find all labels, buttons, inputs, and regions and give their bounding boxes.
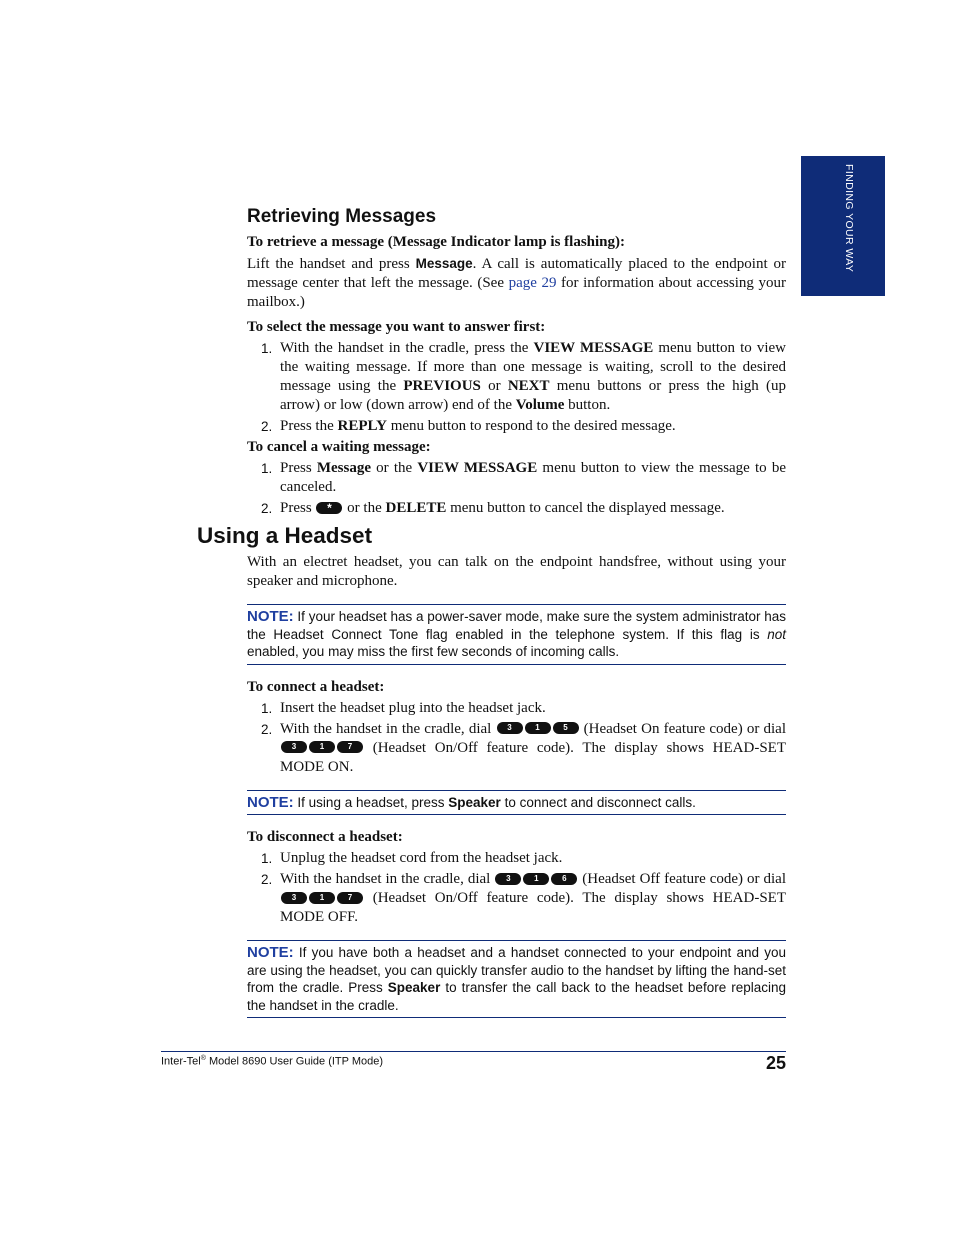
key-1-icon: 1 xyxy=(309,892,335,904)
select-steps xyxy=(247,339,786,436)
connect-lead: To connect a headset: xyxy=(247,678,385,695)
key-1-icon: 1 xyxy=(525,722,551,734)
page-number: 25 xyxy=(765,1053,786,1073)
using-headset-section xyxy=(247,553,786,1018)
key-1-icon: 1 xyxy=(309,741,335,753)
cancel-steps xyxy=(247,459,786,518)
connect-steps xyxy=(247,699,786,777)
select-lead: To select the message you want to answer first: xyxy=(247,319,546,335)
retrieving-messages-heading: Retrieving Messages xyxy=(247,206,437,227)
disconnect-steps xyxy=(247,849,786,927)
note-label: NOTE: xyxy=(247,608,294,625)
retrieve-lead: To retrieve a message (Message Indicator lamp is flashing): xyxy=(247,234,626,250)
cancel-step-1: 1. Press Message or the VIEW MESSAGE menu button to view the message to be canceled. xyxy=(261,460,786,495)
note-transfer-audio: NOTE: If you have both a headset and a handset connected to your endpoint and you are using the headset, you can quickly transfer audio to the handset by lifting the hand-set from the cradle. Press Speaker to transfer the call back to the headset before replacing the handset in the cradle. xyxy=(247,940,786,1018)
key-3-icon: 3 xyxy=(281,892,307,904)
key-7-icon: 7 xyxy=(337,741,363,753)
retrieve-paragraph: Lift the handset and press Message. A call is automatically placed to the endpoint or message center that left the message. (See page 29 for information about accessing your mailbox.) xyxy=(247,256,787,310)
footer-rule xyxy=(161,1051,786,1052)
key-6-icon: 6 xyxy=(551,873,577,885)
star-key-icon: * xyxy=(316,502,342,514)
connect-step-2: 2. With the handset in the cradle, dial 3 1 5 (Headset On feature code) or dial 3 1 7 (Headset On/Off feature code). The display shows HEAD-SET MODE ON. xyxy=(261,720,786,775)
disconnect-step-1: 1. Unplug the headset cord from the headset jack. xyxy=(261,850,563,866)
side-tab-label: FINDING YOUR WAY xyxy=(843,164,855,273)
side-tab xyxy=(801,156,885,296)
disconnect-step-2: 2. With the handset in the cradle, dial 3 1 6 (Headset Off feature code) or dial 3 1 7 (Headset On/Off feature code). The display shows HEAD-SET MODE OFF. xyxy=(261,871,786,925)
key-1-icon: 1 xyxy=(523,873,549,885)
key-3-icon: 3 xyxy=(497,722,523,734)
footer-title: Inter-Tel® Model 8690 User Guide (ITP Mode) xyxy=(161,1055,384,1068)
headset-intro: With an electret headset, you can talk on the endpoint handsfree, without using your speaker and microphone. xyxy=(247,554,786,589)
using-headset-heading: Using a Headset xyxy=(197,523,373,548)
key-5-icon: 5 xyxy=(553,722,579,734)
cancel-step-2: 2. Press * or the DELETE menu button to cancel the displayed message. xyxy=(261,500,725,516)
key-3-icon: 3 xyxy=(495,873,521,885)
select-step-1: 1. With the handset in the cradle, press the VIEW MESSAGE menu button to view the waiting message. If more than one message is waiting, scroll to the desired message using the PREVIOUS or NEXT menu buttons or press the high (up arrow) or low (down arrow) end of the Volume button. xyxy=(261,340,786,413)
message-key-label: Message xyxy=(415,256,473,271)
retrieving-messages-section xyxy=(247,206,786,520)
page-29-link[interactable]: page 29 xyxy=(508,275,557,291)
note-power-saver: NOTE: If your headset has a power-saver mode, make sure the system administrator has the Headset Connect Tone flag enabled in the telephone system. If this flag is not enabled, you may miss the first few seconds of incoming calls. xyxy=(247,604,786,665)
disconnect-lead: To disconnect a headset: xyxy=(247,829,403,845)
key-3-icon: 3 xyxy=(281,741,307,753)
key-7-icon: 7 xyxy=(337,892,363,904)
cancel-lead: To cancel a waiting message: xyxy=(247,439,431,455)
connect-step-1: 1. Insert the headset plug into the headset jack. xyxy=(261,699,546,716)
select-step-2: 2. Press the REPLY menu button to respond to the desired message. xyxy=(261,418,676,434)
note-speaker: NOTE: If using a headset, press Speaker to connect and disconnect calls. xyxy=(247,790,786,816)
